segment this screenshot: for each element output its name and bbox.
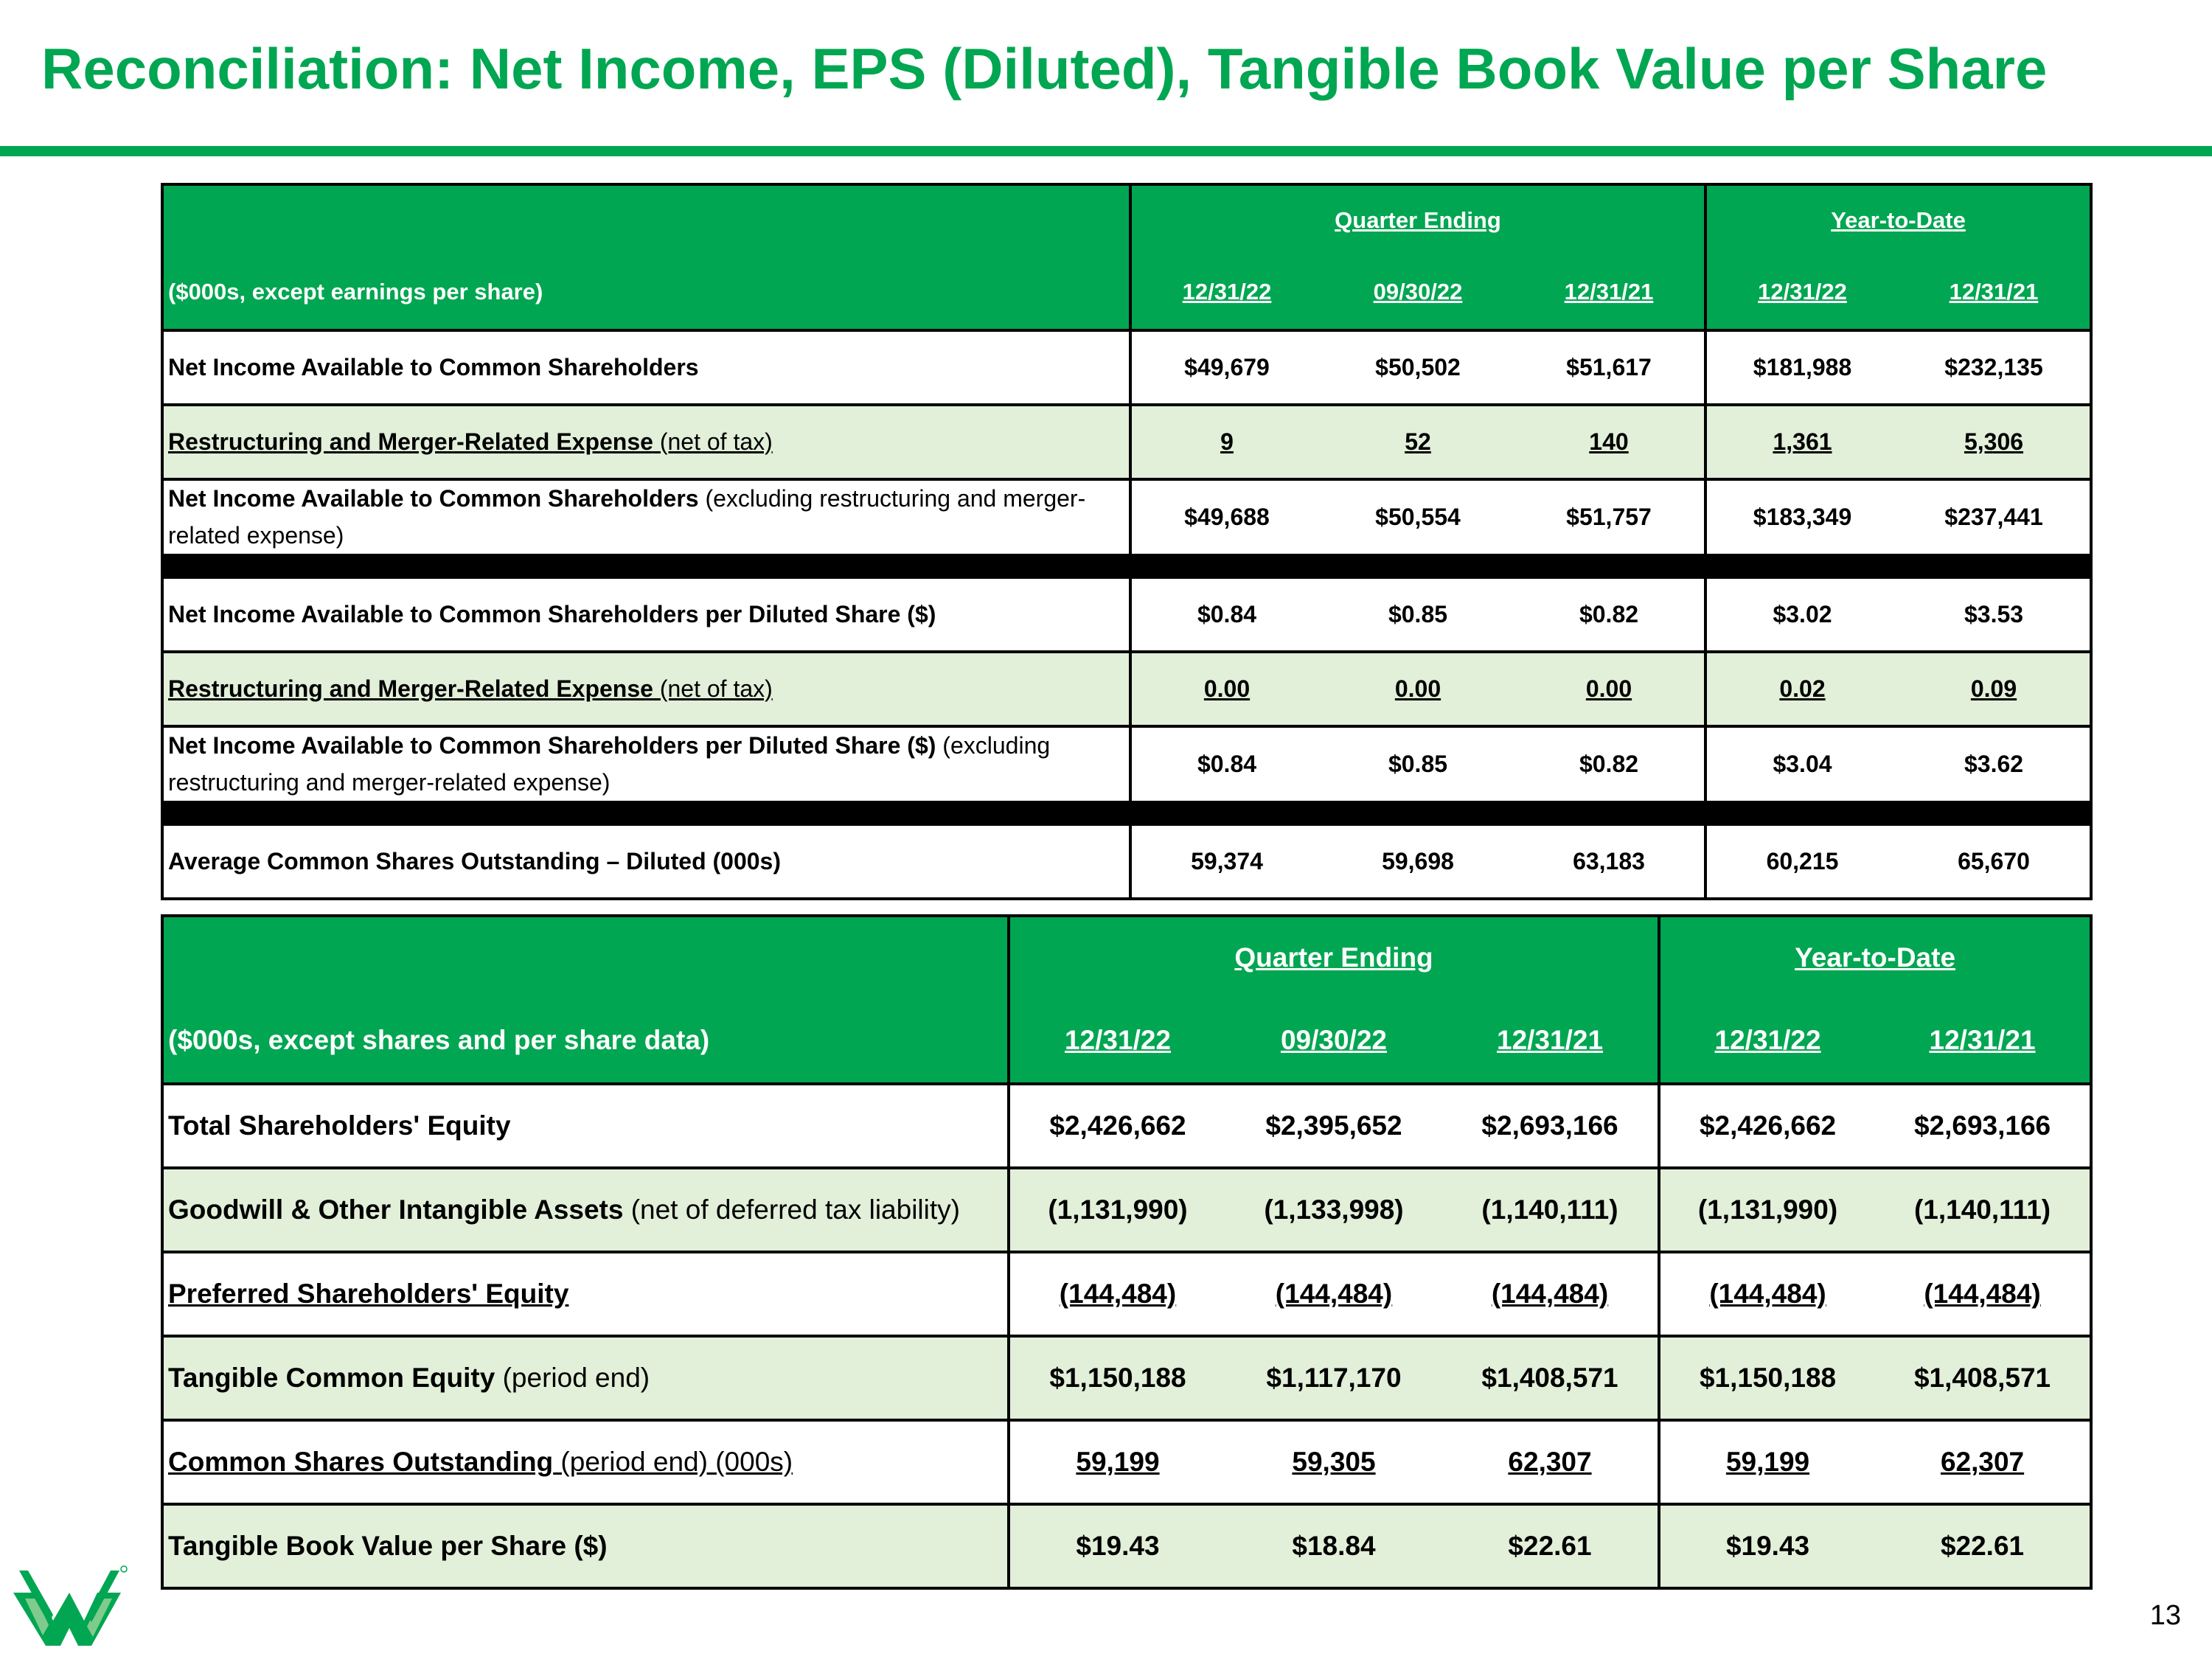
value-cell: 62,307 <box>1875 1420 2091 1504</box>
unit-label: ($000s, except earnings per share) <box>162 255 1130 330</box>
value-cell: 59,305 <box>1225 1420 1442 1504</box>
value-cell: 62,307 <box>1442 1420 1659 1504</box>
value-cell: $51,757 <box>1514 479 1705 555</box>
value-cell: 5,306 <box>1898 405 2091 479</box>
table-row <box>162 577 2091 652</box>
value-cell: $2,426,662 <box>1009 1084 1225 1168</box>
column-header: 09/30/22 <box>1225 998 1442 1084</box>
column-header: 12/31/21 <box>1875 998 2091 1084</box>
group-header-ytd: Year-to-Date <box>1705 184 2091 255</box>
value-cell: $49,679 <box>1130 330 1322 405</box>
value-cell: $3.53 <box>1898 577 2091 652</box>
value-cell: (1,133,998) <box>1225 1168 1442 1252</box>
value-cell: $0.82 <box>1514 577 1705 652</box>
column-header: 12/31/21 <box>1442 998 1659 1084</box>
row-label: Restructuring and Merger-Related Expense (net of tax) <box>162 405 1130 479</box>
value-cell: $181,988 <box>1705 330 1898 405</box>
value-cell: $3.02 <box>1705 577 1898 652</box>
value-cell: $49,688 <box>1130 479 1322 555</box>
table-row <box>162 1252 2091 1336</box>
column-header: 12/31/22 <box>1009 998 1225 1084</box>
value-cell: $22.61 <box>1442 1504 1659 1588</box>
net-income-eps-table <box>161 183 2093 900</box>
value-cell: $232,135 <box>1898 330 2091 405</box>
column-header: 12/31/22 <box>1659 998 1875 1084</box>
row-label: Total Shareholders' Equity <box>162 1084 1009 1168</box>
value-cell: $2,693,166 <box>1442 1084 1659 1168</box>
value-cell: 59,374 <box>1130 824 1322 899</box>
value-cell: $1,408,571 <box>1442 1336 1659 1420</box>
section-separator <box>162 802 2091 824</box>
value-cell: (144,484) <box>1442 1252 1659 1336</box>
value-cell: $19.43 <box>1659 1504 1875 1588</box>
value-cell: $50,554 <box>1322 479 1514 555</box>
row-label: Net Income Available to Common Shareholders (excluding restructuring and merger-related expense) <box>162 479 1130 555</box>
group-header-quarter: Quarter Ending <box>1130 184 1705 255</box>
value-cell: (144,484) <box>1659 1252 1875 1336</box>
value-cell: $2,426,662 <box>1659 1084 1875 1168</box>
value-cell: (1,140,111) <box>1875 1168 2091 1252</box>
section-separator <box>162 555 2091 577</box>
header-blank <box>162 916 1009 998</box>
column-header: 12/31/21 <box>1898 255 2091 330</box>
value-cell: $0.85 <box>1322 726 1514 802</box>
value-cell: 52 <box>1322 405 1514 479</box>
value-cell: $18.84 <box>1225 1504 1442 1588</box>
value-cell: 0.00 <box>1514 652 1705 726</box>
value-cell: $19.43 <box>1009 1504 1225 1588</box>
value-cell: 59,199 <box>1009 1420 1225 1504</box>
value-cell: $0.84 <box>1130 577 1322 652</box>
header-blank <box>162 184 1130 255</box>
table-row <box>162 652 2091 726</box>
value-cell: $1,117,170 <box>1225 1336 1442 1420</box>
value-cell: (1,131,990) <box>1659 1168 1875 1252</box>
row-label: Tangible Book Value per Share ($) <box>162 1504 1009 1588</box>
tangible-book-value-table <box>161 914 2093 1590</box>
column-header: 12/31/22 <box>1130 255 1322 330</box>
row-label: Net Income Available to Common Shareholders per Diluted Share ($) <box>162 577 1130 652</box>
value-cell: 140 <box>1514 405 1705 479</box>
row-label: Preferred Shareholders' Equity <box>162 1252 1009 1336</box>
title-divider <box>0 146 2212 156</box>
table-row <box>162 479 2091 555</box>
value-cell: $3.62 <box>1898 726 2091 802</box>
value-cell: (1,140,111) <box>1442 1168 1659 1252</box>
group-header-quarter: Quarter Ending <box>1009 916 1659 998</box>
page-title: Reconciliation: Net Income, EPS (Diluted), Tangible Book Value per Share <box>41 36 2048 101</box>
wintrust-w-logo-icon <box>10 1563 128 1650</box>
value-cell: $1,408,571 <box>1875 1336 2091 1420</box>
row-label: Restructuring and Merger-Related Expense (net of tax) <box>162 652 1130 726</box>
column-header: 12/31/21 <box>1514 255 1705 330</box>
value-cell: 63,183 <box>1514 824 1705 899</box>
table-row <box>162 726 2091 802</box>
column-header: 09/30/22 <box>1322 255 1514 330</box>
table-row <box>162 1084 2091 1168</box>
value-cell: $2,693,166 <box>1875 1084 2091 1168</box>
value-cell: 0.00 <box>1130 652 1322 726</box>
row-label: Common Shares Outstanding (period end) (000s) <box>162 1420 1009 1504</box>
row-label: Tangible Common Equity (period end) <box>162 1336 1009 1420</box>
value-cell: $183,349 <box>1705 479 1898 555</box>
value-cell: 9 <box>1130 405 1322 479</box>
row-label: Net Income Available to Common Shareholders <box>162 330 1130 405</box>
value-cell: (1,131,990) <box>1009 1168 1225 1252</box>
value-cell: $0.82 <box>1514 726 1705 802</box>
value-cell: $50,502 <box>1322 330 1514 405</box>
value-cell: $1,150,188 <box>1009 1336 1225 1420</box>
column-header: 12/31/22 <box>1705 255 1898 330</box>
value-cell: (144,484) <box>1875 1252 2091 1336</box>
value-cell: $0.85 <box>1322 577 1514 652</box>
table-row <box>162 1336 2091 1420</box>
value-cell: (144,484) <box>1225 1252 1442 1336</box>
value-cell: 59,199 <box>1659 1420 1875 1504</box>
value-cell: 0.00 <box>1322 652 1514 726</box>
value-cell: 0.02 <box>1705 652 1898 726</box>
table-row <box>162 1420 2091 1504</box>
value-cell: 0.09 <box>1898 652 2091 726</box>
table-row <box>162 405 2091 479</box>
value-cell: $1,150,188 <box>1659 1336 1875 1420</box>
value-cell: $0.84 <box>1130 726 1322 802</box>
value-cell: $51,617 <box>1514 330 1705 405</box>
unit-label: ($000s, except shares and per share data) <box>162 998 1009 1084</box>
value-cell: $3.04 <box>1705 726 1898 802</box>
value-cell: $237,441 <box>1898 479 2091 555</box>
value-cell: $22.61 <box>1875 1504 2091 1588</box>
value-cell: 59,698 <box>1322 824 1514 899</box>
value-cell: $2,395,652 <box>1225 1084 1442 1168</box>
table-row <box>162 824 2091 899</box>
table-row <box>162 1504 2091 1588</box>
row-label: Goodwill & Other Intangible Assets (net of deferred tax liability) <box>162 1168 1009 1252</box>
table-row <box>162 1168 2091 1252</box>
value-cell: (144,484) <box>1009 1252 1225 1336</box>
row-label: Average Common Shares Outstanding – Diluted (000s) <box>162 824 1130 899</box>
table-row <box>162 330 2091 405</box>
value-cell: 65,670 <box>1898 824 2091 899</box>
page-number: 13 <box>2149 1600 2181 1631</box>
value-cell: 60,215 <box>1705 824 1898 899</box>
group-header-ytd: Year-to-Date <box>1659 916 2091 998</box>
row-label: Net Income Available to Common Shareholders per Diluted Share ($) (excluding restructuring and merger-related expense) <box>162 726 1130 802</box>
value-cell: 1,361 <box>1705 405 1898 479</box>
